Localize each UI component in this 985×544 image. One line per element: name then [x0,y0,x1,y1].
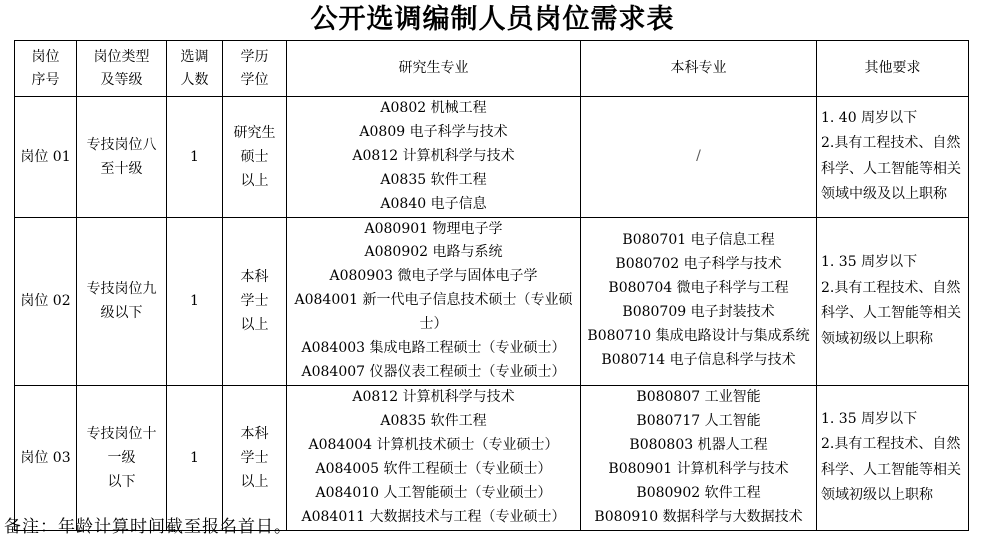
cell-grad-majors: A0802 机械工程 A0809 电子科学与技术 A0812 计算机科学与技术 A0835 软件工程 A0840 电子信息 [287,97,581,218]
header-undergrad-major: 本科专业 [581,41,817,97]
cell-edu: 研究生 硕士 以上 [223,97,287,218]
header-grad-major: 研究生专业 [287,41,581,97]
table-row [15,97,969,218]
header-other: 其他要求 [817,41,969,97]
cell-seq: 岗位 01 [15,97,77,218]
cell-undergrad-majors: B080701 电子信息工程 B080702 电子科学与技术 B080704 微电子科学与工程 B080709 电子封装技术 B080710 集成电路设计与集成系统 B080714 电子信息科学与技术 [581,217,817,385]
cell-other-requirements: 1. 40 周岁以下 2.具有工程技术、自然 科学、人工智能等相关 领域中级及以上职称 [817,97,969,218]
cell-type: 专技岗位八 至十级 [77,97,167,218]
header-edu: 学历 学位 [223,41,287,97]
header-seq: 岗位 序号 [15,41,77,97]
cell-grad-majors: A080901 物理电子学 A080902 电路与系统 A080903 微电子学与固体电子学 A084001 新一代电子信息技术硕士（专业硕士） A084003 集成电路工程硕士（专业硕士） A084007 仪器仪表工程硕士（专业硕士） [287,217,581,385]
cell-other-requirements: 1. 35 周岁以下 2.具有工程技术、自然 科学、人工智能等相关 领域初级以上职称 [817,385,969,530]
cell-edu: 本科 学士 以上 [223,385,287,530]
footnote: 备注：年龄计算时间截至报名首日。 [4,517,292,537]
cell-type: 专技岗位十 一级 以下 [77,385,167,530]
cell-count: 1 [167,385,223,530]
header-type: 岗位类型 及等级 [77,41,167,97]
requirements-table [14,40,969,531]
cell-seq: 岗位 02 [15,217,77,385]
cell-type: 专技岗位九 级以下 [77,217,167,385]
cell-undergrad-majors: B080807 工业智能 B080717 人工智能 B080803 机器人工程 B080901 计算机科学与技术 B080902 软件工程 B080910 数据科学与大数据技术 [581,385,817,530]
cell-undergrad-majors: / [581,97,817,218]
cell-count: 1 [167,97,223,218]
header-row [15,41,969,97]
cell-count: 1 [167,217,223,385]
header-count: 选调 人数 [167,41,223,97]
cell-edu: 本科 学士 以上 [223,217,287,385]
cell-seq: 岗位 03 [15,385,77,530]
table-row [15,217,969,385]
cell-other-requirements: 1. 35 周岁以下 2.具有工程技术、自然 科学、人工智能等相关 领域初级以上职称 [817,217,969,385]
table-row [15,385,969,530]
page-title: 公开选调编制人员岗位需求表 [310,4,675,35]
cell-grad-majors: A0812 计算机科学与技术 A0835 软件工程 A084004 计算机技术硕士（专业硕士） A084005 软件工程硕士（专业硕士） A084010 人工智能硕士（专业硕士） A084011 大数据技术与工程（专业硕士） [287,385,581,530]
